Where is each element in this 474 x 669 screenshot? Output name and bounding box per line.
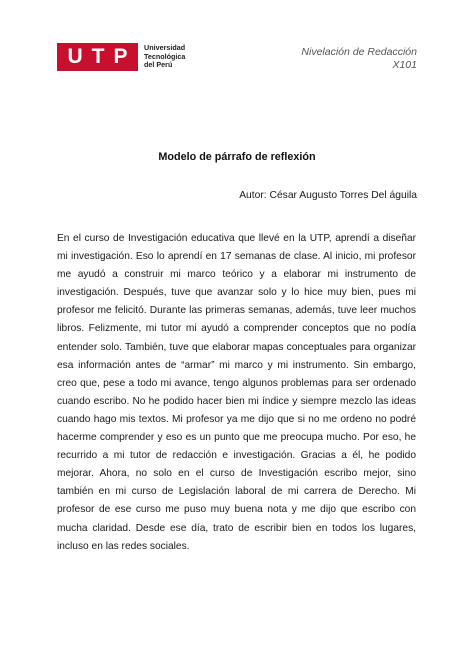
utp-logo-mark — [57, 43, 138, 71]
logo-letter-t: T — [91, 45, 105, 68]
document-author: Autor: César Augusto Torres Del águila — [239, 190, 417, 201]
logo-line-1: Universidad — [144, 43, 186, 53]
reflection-paragraph: En el curso de Investigación educativa que llevé en la UTP, aprendí a diseñar mi investigación. Eso lo aprendí en 17 semanas de clase. Al inicio, mi profesor me ayudó a construir mi marco teórico y a elaborar mi instrumento de investigación. Después, tuve que avanzar solo y lo hice muy bien, pues mi profesor me felicitó. Durante las primeras semanas, además, tuve leer muchos libros. Felizmente, mi tutor mi ayudó a comprender conceptos que no podía entender solo. También, tuve que elaborar mapas conceptuales para organizar esa información antes de “armar” mi marco y mi instrumento. Sin embargo, creo que, pese a todo mi avance, tengo algunos problemas para ser ordenado cuando escribo. No he podido hacer bien mi índice y siempre mezclo las ideas cuando hago mis textos. Mi profesor ya me dijo que si no me ordeno no podré hacerme comprender y eso es un punto que me preocupa mucho. Por eso, he recurrido a mi tutor de redacción e investigación. Gracias a él, he podido mejorar. Ahora, no solo en el curso de Investigación escribo mejor, sino también en mi curso de Legislación laboral de mi carrera de Derecho. Mi profesor de ese curso me puso muy buena nota y me dijo que escribo con mucha claridad. Desde ese día, trato de escribir bien en todos los lugares, incluso en las redes sociales. — [57, 233, 416, 552]
logo-line-2: Tecnológica — [144, 51, 186, 61]
logo-line-3: del Perú — [144, 60, 173, 70]
document-title: Modelo de párrafo de reflexión — [158, 151, 316, 163]
utp-logo — [57, 43, 185, 71]
course-header — [301, 46, 417, 72]
logo-letter-u: U — [67, 45, 83, 68]
course-code: X101 — [392, 59, 417, 71]
logo-letter-p: P — [113, 45, 128, 68]
utp-logo-wordmark — [144, 44, 185, 70]
course-name: Nivelación de Redacción — [301, 46, 417, 58]
